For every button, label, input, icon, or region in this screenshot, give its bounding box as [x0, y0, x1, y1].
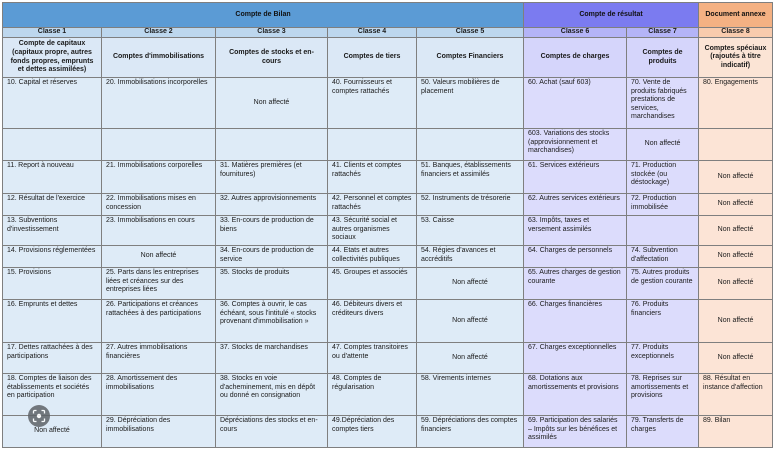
table-cell [328, 129, 417, 161]
table-cell: Non affecté [417, 343, 524, 374]
table-cell: 52. Instruments de trésorerie [417, 194, 524, 216]
table-cell: 10. Capital et réserves [3, 78, 102, 129]
table-cell: 66. Charges financières [524, 300, 627, 343]
table-cell: 71. Production stockée (ou déstockage) [627, 161, 699, 194]
table-cell [3, 129, 102, 161]
class-title: Compte de capitaux (capitaux propre, autres fonds propres, emprunts et dettes assimilées) [3, 38, 102, 78]
class-row [3, 28, 773, 38]
class-title: Comptes de produits [627, 38, 699, 78]
table-cell: 59. Dépréciations des comptes financiers [417, 416, 524, 448]
group-header-row [3, 3, 773, 28]
table-cell: 49.Dépréciation des comptes tiers [328, 416, 417, 448]
table-cell: Non affecté [699, 216, 773, 246]
table-cell: 78. Reprises sur amortissements et provisions [627, 374, 699, 416]
class-label: Classe 6 [524, 28, 627, 38]
table-cell: 48. Comptes de régularisation [328, 374, 417, 416]
table-cell [699, 129, 773, 161]
table-cell: 51. Banques, établissements financiers et assimilés [417, 161, 524, 194]
chart-of-accounts-table [2, 2, 773, 448]
table-cell: 80. Engagements [699, 78, 773, 129]
table-cell: 58. Virements internes [417, 374, 524, 416]
table-cell [417, 129, 524, 161]
table-cell: 44. Etats et autres collectivités publiques [328, 246, 417, 268]
table-cell: 88. Résultat en instance d'affection [699, 374, 773, 416]
table-row [3, 374, 773, 416]
table-cell: 76. Produits financiers [627, 300, 699, 343]
table-cell: Non affecté [699, 300, 773, 343]
table-row [3, 343, 773, 374]
table-cell: 65. Autres charges de gestion courante [524, 268, 627, 300]
table-cell: 45. Groupes et associés [328, 268, 417, 300]
table-cell: 29. Dépréciation des immobilisations [102, 416, 216, 448]
table-cell: 63. Impôts, taxes et versement assimilés [524, 216, 627, 246]
table-cell [102, 129, 216, 161]
table-cell: 25. Parts dans les entreprises liées et créances sur des entreprises liées [102, 268, 216, 300]
table-row [3, 416, 773, 448]
table-cell: Non affecté [627, 129, 699, 161]
table-cell: 12. Résultat de l'exercice [3, 194, 102, 216]
class-label: Classe 1 [3, 28, 102, 38]
class-title: Comptes Financiers [417, 38, 524, 78]
table-cell: 60. Achat (sauf 603) [524, 78, 627, 129]
table-cell: Non affecté [699, 268, 773, 300]
table-row [3, 216, 773, 246]
table-cell: 11. Report à nouveau [3, 161, 102, 194]
table-cell [627, 216, 699, 246]
table-cell: 28. Amortissement des immobilisations [102, 374, 216, 416]
table-cell: 74. Subvention d'affectation [627, 246, 699, 268]
table-cell: 50. Valeurs mobilières de placement [417, 78, 524, 129]
table-cell: 54. Régies d'avances et accréditifs [417, 246, 524, 268]
class-label: Classe 2 [102, 28, 216, 38]
header-resultat: Compte de résultat [524, 3, 699, 28]
class-label: Classe 7 [627, 28, 699, 38]
class-title: Comptes spéciaux (rajoutés à titre indicatif) [699, 38, 773, 78]
table-cell: Dépréciations des stocks et en-cours [216, 416, 328, 448]
table-cell: 34. En-cours de production de service [216, 246, 328, 268]
header-bilan: Compte de Bilan [3, 3, 524, 28]
table-cell: 37. Stocks de marchandises [216, 343, 328, 374]
table-cell: 69. Participation des salariés – Impôts sur les bénéfices et assimilés [524, 416, 627, 448]
table-cell: 36. Comptes à ouvrir, le cas échéant, sous l'intitulé « stocks provenant d'immobilisation » [216, 300, 328, 343]
table-cell: 77. Produits exceptionnels [627, 343, 699, 374]
google-lens-icon[interactable] [28, 405, 50, 427]
class-label: Classe 8 [699, 28, 773, 38]
table-cell: 35. Stocks de produits [216, 268, 328, 300]
table-cell: 89. Bilan [699, 416, 773, 448]
table-cell: 61. Services extérieurs [524, 161, 627, 194]
table-cell: 43. Sécurité social et autres organismes sociaux [328, 216, 417, 246]
class-label: Classe 4 [328, 28, 417, 38]
class-title: Comptes de stocks et en-cours [216, 38, 328, 78]
table-cell: 41. Clients et comptes rattachés [328, 161, 417, 194]
class-title: Comptes d'immobilisations [102, 38, 216, 78]
table-cell: 68. Dotations aux amortissements et provisions [524, 374, 627, 416]
class-title: Comptes de tiers [328, 38, 417, 78]
table-cell: 42. Personnel et comptes rattachés [328, 194, 417, 216]
table-cell: 46. Débiteurs divers et créditeurs divers [328, 300, 417, 343]
table-cell: 72. Production immobilisée [627, 194, 699, 216]
title-row [3, 38, 773, 78]
table-cell: 26. Participations et créances rattachées à des participations [102, 300, 216, 343]
table-cell: 20. Immobilisations incorporelles [102, 78, 216, 129]
table-cell: 13. Subventions d'investissement [3, 216, 102, 246]
table-cell: 14. Provisions réglementées [3, 246, 102, 268]
table-cell: 53. Caisse [417, 216, 524, 246]
table-cell: 62. Autres services extérieurs [524, 194, 627, 216]
table-cell: 40. Fournisseurs et comptes rattachés [328, 78, 417, 129]
table-row [3, 78, 773, 129]
table-row [3, 246, 773, 268]
table-cell: 22. Immobilisations mises en concession [102, 194, 216, 216]
table-cell: 32. Autres approvisionnements [216, 194, 328, 216]
table-row [3, 129, 773, 161]
class-label: Classe 3 [216, 28, 328, 38]
table-cell: 79. Transferts de charges [627, 416, 699, 448]
table-cell: Non affecté [102, 246, 216, 268]
table-row [3, 161, 773, 194]
table-cell: Non affecté [699, 194, 773, 216]
header-annexe: Document annexe [699, 3, 773, 28]
table-cell: Non affecté [699, 161, 773, 194]
table-row [3, 268, 773, 300]
table-cell: 70. Vente de produits fabriqués prestations de services, marchandises [627, 78, 699, 129]
table-cell: 31. Matières premières (et fournitures) [216, 161, 328, 194]
table-cell: 16. Emprunts et dettes [3, 300, 102, 343]
table-cell: 23. Immobilisations en cours [102, 216, 216, 246]
lens-glyph-icon [32, 409, 46, 423]
table-cell: 75. Autres produits de gestion courante [627, 268, 699, 300]
table-cell: Non affecté [699, 246, 773, 268]
table-cell: Non affecté [417, 300, 524, 343]
table-cell: 67. Charges exceptionnelles [524, 343, 627, 374]
table-cell: Non affecté [417, 268, 524, 300]
table-cell: 27. Autres immobilisations financières [102, 343, 216, 374]
table-cell: 33. En-cours de production de biens [216, 216, 328, 246]
table-cell [216, 129, 328, 161]
table-cell: 21. Immobilisations corporelles [102, 161, 216, 194]
table-cell: 603. Variations des stocks (approvisionnement et marchandises) [524, 129, 627, 161]
table-cell: 18. Comptes de liaison des établissements et sociétés en participation [3, 374, 102, 416]
table-cell: 15. Provisions [3, 268, 102, 300]
table-cell: Non affecté [216, 78, 328, 129]
table-cell: 17. Dettes rattachées à des participations [3, 343, 102, 374]
class-title: Comptes de charges [524, 38, 627, 78]
table-cell: Non affecté [699, 343, 773, 374]
table-cell: Non affecté [3, 416, 102, 448]
class-label: Classe 5 [417, 28, 524, 38]
table-row [3, 194, 773, 216]
table-cell: 64. Charges de personnels [524, 246, 627, 268]
table-row [3, 300, 773, 343]
table-cell: 38. Stocks en voie d'acheminement, mis en dépôt ou donné en consignation [216, 374, 328, 416]
table-cell: 47. Comptes transitoires ou d'attente [328, 343, 417, 374]
